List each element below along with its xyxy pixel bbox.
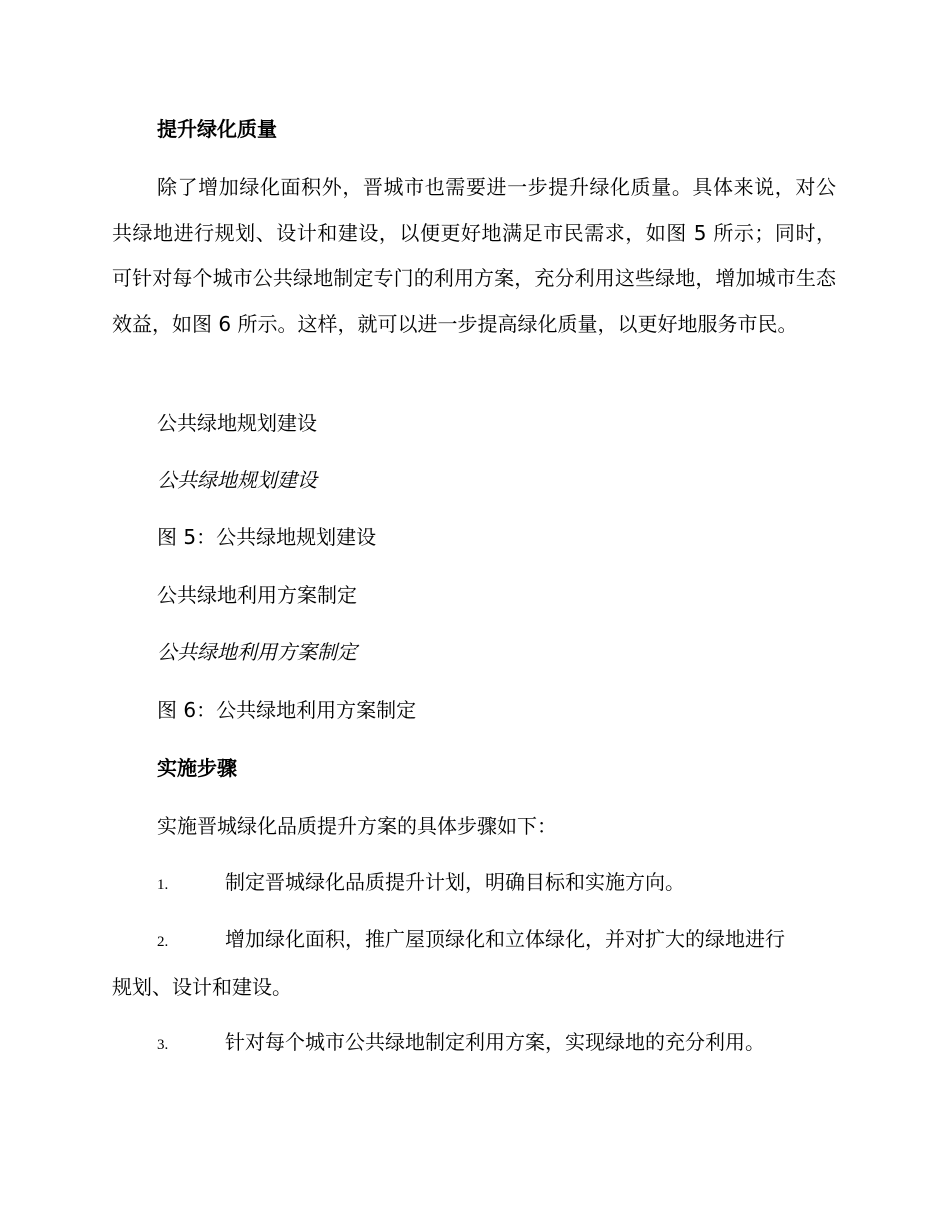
section-heading-implementation: 实施步骤: [157, 756, 237, 780]
section-heading-greening-quality: 提升绿化质量: [157, 117, 277, 141]
figure6-caption: 图 6：公共绿地利用方案制定: [157, 698, 417, 722]
list-number: 1.: [157, 877, 169, 893]
list-text-continuation: 规划、设计和建设。: [112, 975, 292, 999]
figure5-caption: 图 5：公共绿地规划建设: [157, 525, 377, 549]
list-number: 2.: [157, 934, 169, 950]
list-number: 3.: [157, 1037, 169, 1053]
list-item: [112, 917, 836, 1010]
list-item: [112, 1020, 836, 1068]
implementation-intro: 实施晋城绿化品质提升方案的具体步骤如下：: [157, 814, 557, 838]
list-item: [112, 860, 836, 908]
figure5-label: 公共绿地规划建设: [157, 411, 317, 435]
list-text: 针对每个城市公共绿地制定利用方案，实现绿地的充分利用。: [225, 1030, 765, 1054]
body-paragraph: 除了增加绿化面积外，晋城市也需要进一步提升绿化质量。具体来说，对公共绿地进行规划、设计和建设，以便更好地满足市民需求，如图 5 所示；同时，可针对每个城市公共绿地制定专门的利用方案，充分利用这些绿地，增加城市生态效益，如图 6 所示。这样，就可以进一步提高绿化质量，以更好地服务市民。: [112, 175, 836, 336]
figure6-label: 公共绿地利用方案制定: [157, 583, 357, 607]
figure6-alt-text: 公共绿地利用方案制定: [157, 640, 357, 664]
figure5-alt-text: 公共绿地规划建设: [157, 468, 317, 492]
list-text: 制定晋城绿化品质提升计划，明确目标和实施方向。: [225, 870, 685, 894]
list-text: 增加绿化面积，推广屋顶绿化和立体绿化，并对扩大的绿地进行: [225, 927, 785, 951]
